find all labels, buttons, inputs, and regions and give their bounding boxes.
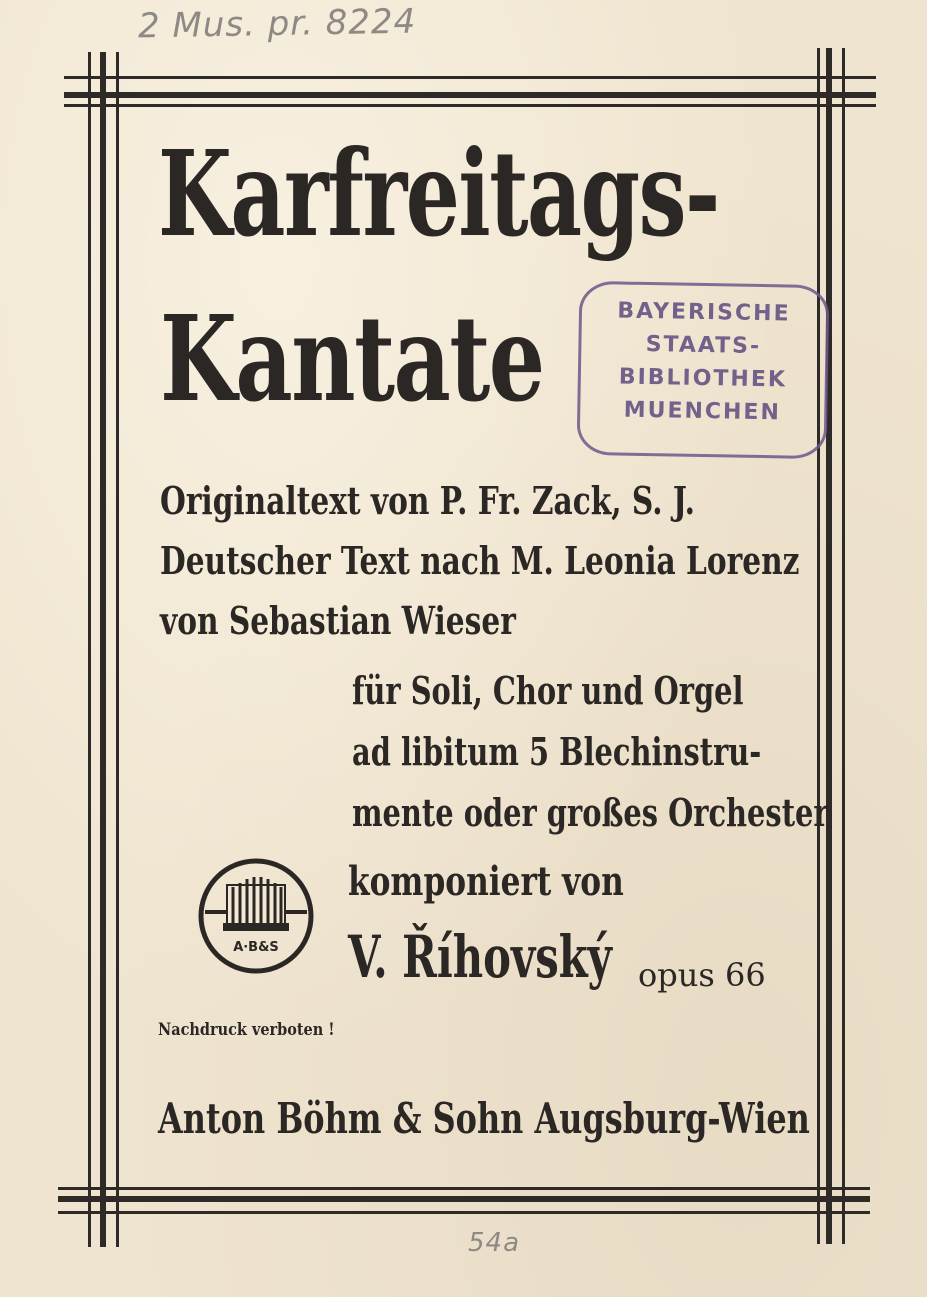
frame-top-line-3	[64, 104, 876, 107]
logo-text: A·B&S	[233, 940, 279, 955]
credit-line: Deutscher Text nach M. Leonia Lorenz	[160, 538, 800, 583]
opus-number: opus 66	[638, 956, 766, 994]
stamp-line: MUENCHEN	[623, 397, 782, 426]
instrumentation-line: mente oder großes Orchester	[352, 790, 829, 835]
frame-right-line-2	[826, 48, 832, 1244]
frame-right-line-1	[817, 48, 820, 1244]
pencil-call-number: 2 Mus. pr. 8224	[137, 1, 417, 47]
frame-bottom-line-2	[58, 1196, 870, 1202]
stamp-line: STAATS-	[645, 331, 762, 360]
credit-line: von Sebastian Wieser	[160, 598, 516, 643]
reprint-notice: Nachdruck verboten !	[158, 1020, 335, 1040]
frame-bottom-line-1	[58, 1187, 870, 1190]
instrumentation-line: für Soli, Chor und Orgel	[352, 668, 744, 713]
frame-left-line-2	[100, 52, 106, 1247]
credit-line: Originaltext von P. Fr. Zack, S. J.	[160, 478, 695, 523]
publisher-organ-logo	[197, 857, 315, 975]
pencil-bottom-mark: 54a	[468, 1228, 521, 1258]
stamp-line: BAYERISCHE	[617, 298, 791, 327]
frame-left-line-1	[88, 52, 91, 1247]
publisher-line: Anton Böhm & Sohn Augsburg-Wien	[158, 1094, 810, 1143]
frame-right-line-3	[842, 48, 845, 1244]
composer-name: V. Říhovský	[348, 923, 612, 991]
frame-top-line-1	[64, 76, 876, 79]
library-stamp	[577, 281, 830, 459]
frame-top-line-2	[64, 92, 876, 98]
frame-bottom-line-3	[58, 1211, 870, 1214]
stamp-line: BIBLIOTHEK	[618, 364, 788, 393]
composed-by-label: komponiert von	[348, 858, 624, 905]
title-line-1: Karfreitags-	[158, 124, 719, 263]
instrumentation-line: ad libitum 5 Blechinstru-	[352, 729, 762, 774]
frame-left-line-3	[116, 52, 119, 1247]
title-line-2: Kantate	[160, 289, 544, 428]
